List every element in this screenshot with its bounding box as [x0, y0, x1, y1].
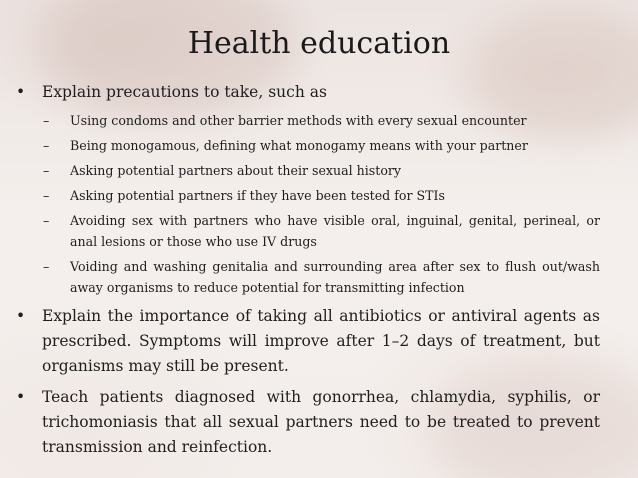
bullet-marker: • [16, 388, 26, 406]
sub-bullet-item [14, 210, 600, 252]
slide-title: Health education [187, 26, 451, 61]
bullet-item [14, 80, 600, 105]
sub-bullet-text: Avoiding sex with partners who have visible oral, inguinal, genital, perineal, or anal lesions or those who use IV drugs [70, 213, 600, 249]
bullet-marker: • [16, 83, 26, 101]
dash-marker: – [43, 188, 50, 203]
sub-bullet-item [14, 110, 600, 131]
sub-bullet-text: Asking potential partners about their sexual history [70, 163, 402, 178]
sub-bullet-text: Using condoms and other barrier methods with every sexual encounter [70, 113, 527, 128]
sub-bullet-text: Asking potential partners if they have been tested for STIs [70, 188, 445, 203]
bullet-marker: • [16, 307, 26, 325]
bullet-text: Explain precautions to take, such as [42, 83, 327, 101]
sub-bullet-text: Voiding and washing genitalia and surrounding area after sex to flush out/wash away organisms to reduce potential for transmitting infection [70, 259, 600, 295]
slide-content [14, 80, 600, 460]
sub-bullet-item [14, 185, 600, 206]
sub-bullet-text: Being monogamous, defining what monogamy means with your partner [70, 138, 528, 153]
dash-marker: – [43, 138, 50, 153]
bullet-item [14, 304, 600, 379]
bullet-item [14, 385, 600, 460]
sub-bullet-item [14, 135, 600, 156]
dash-marker: – [43, 163, 50, 178]
dash-marker: – [43, 113, 50, 128]
sub-bullet-item [14, 256, 600, 298]
sub-bullet-item [14, 160, 600, 181]
dash-marker: – [43, 259, 50, 274]
dash-marker: – [43, 213, 50, 228]
bullet-text: Teach patients diagnosed with gonorrhea, chlamydia, syphilis, or trichomoniasis that all sexual partners need to be treated to prevent transmission and reinfection. [42, 388, 600, 456]
bullet-text: Explain the importance of taking all antibiotics or antiviral agents as prescribed. Symptoms will improve after 1–2 days of treatment, but organisms may still be present. [42, 307, 600, 375]
